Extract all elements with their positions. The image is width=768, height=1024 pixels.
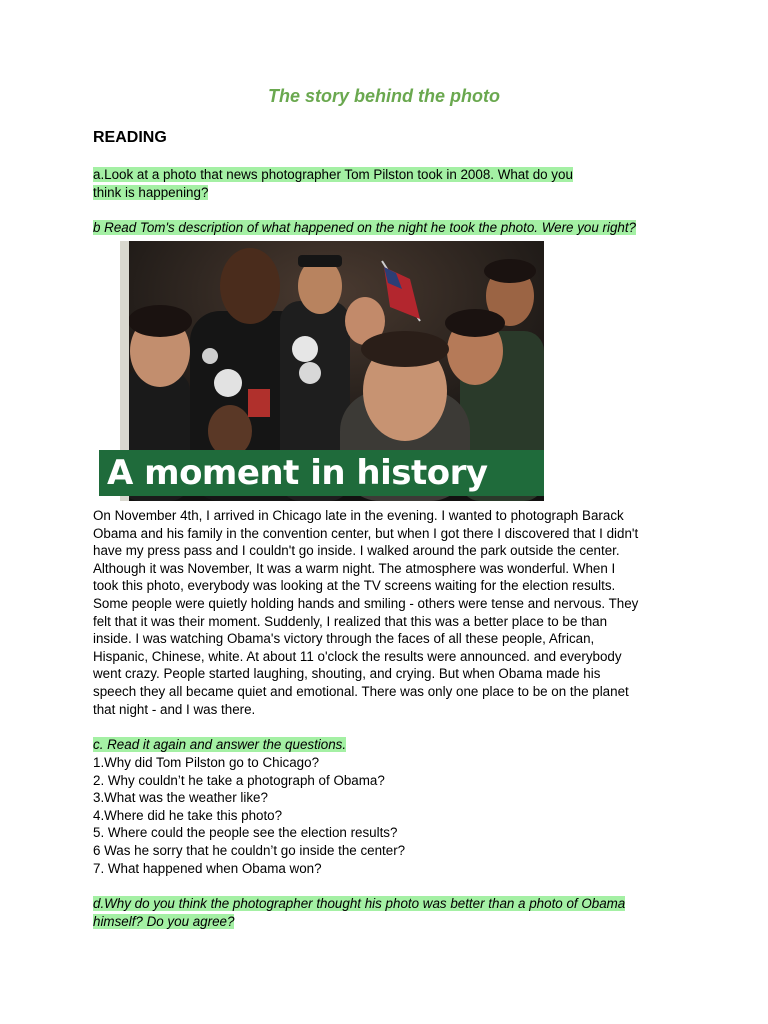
list-item: 2. Why couldn’t he take a photograph of Obama? [93,772,385,788]
question-c [93,736,346,754]
story-line: felt that it was their moment. Suddenly, I realized that this was a better place to be than [93,613,608,629]
story-line: On November 4th, I arrived in Chicago late in the evening. I wanted to photograph Barack [93,508,624,523]
question-a [93,166,573,201]
list-item: 1.Why did Tom Pilston go to Chicago? [93,755,320,770]
story-line: inside. I was watching Obama's victory through the faces of all these people, African, [93,631,595,647]
question-a-line-2: think is happening? [93,184,209,200]
list-item: 4.Where did he take this photo? [93,807,283,823]
story-line: that night - and I was there. [93,701,256,717]
story-line: Some people were quietly holding hands and smiling - others were tense and nervous. They [93,595,639,611]
photo-banner [99,450,544,496]
section-heading: READING [93,129,167,146]
story-line: Although it was November, It was a warm night. The atmosphere was wonderful. When I [93,560,616,576]
question-b-text: b Read Tom's description of what happened on the night he took the photo. Were you right? [93,220,637,235]
page-title: The story behind the photo [268,86,500,106]
story-line: went crazy. People started laughing, shouting, and crying. But when Obama made his [93,666,601,682]
question-b [93,219,636,237]
question-list [93,754,405,877]
story-line: Obama and his family in the convention center, but when I got there I discovered that I didn't [93,525,639,541]
question-d-line-1: d.Why do you think the photographer thought his photo was better than a photo of Obama [93,896,626,911]
question-d-line-2: himself? Do you agree? [93,913,235,929]
question-a-line-1: a.Look at a photo that news photographer Tom Pilston took in 2008. What do you [93,167,573,182]
list-item: 3.What was the weather like? [93,790,268,806]
story-line: speech they all became quiet and emotional. There was only one place to be on the planet [93,683,629,699]
list-item: 6 Was he sorry that he couldn’t go inside the center? [93,842,406,858]
story-line: have my press pass and I couldn't go inside. I walked around the park outside the center. [93,543,620,559]
list-item: 5. Where could the people see the election results? [93,825,398,841]
photo-banner-text: A moment in history [107,453,488,493]
story-text [93,507,683,718]
list-item: 7. What happened when Obama won? [93,860,322,876]
story-line: took this photo, everybody was looking at the TV screens waiting for the election results. [93,578,616,594]
question-d [93,895,625,930]
story-line: Hispanic, Chinese, white. At about 11 o'clock the results were announced. and everybody [93,648,622,664]
question-c-text: c. Read it again and answer the questions. [93,737,347,752]
